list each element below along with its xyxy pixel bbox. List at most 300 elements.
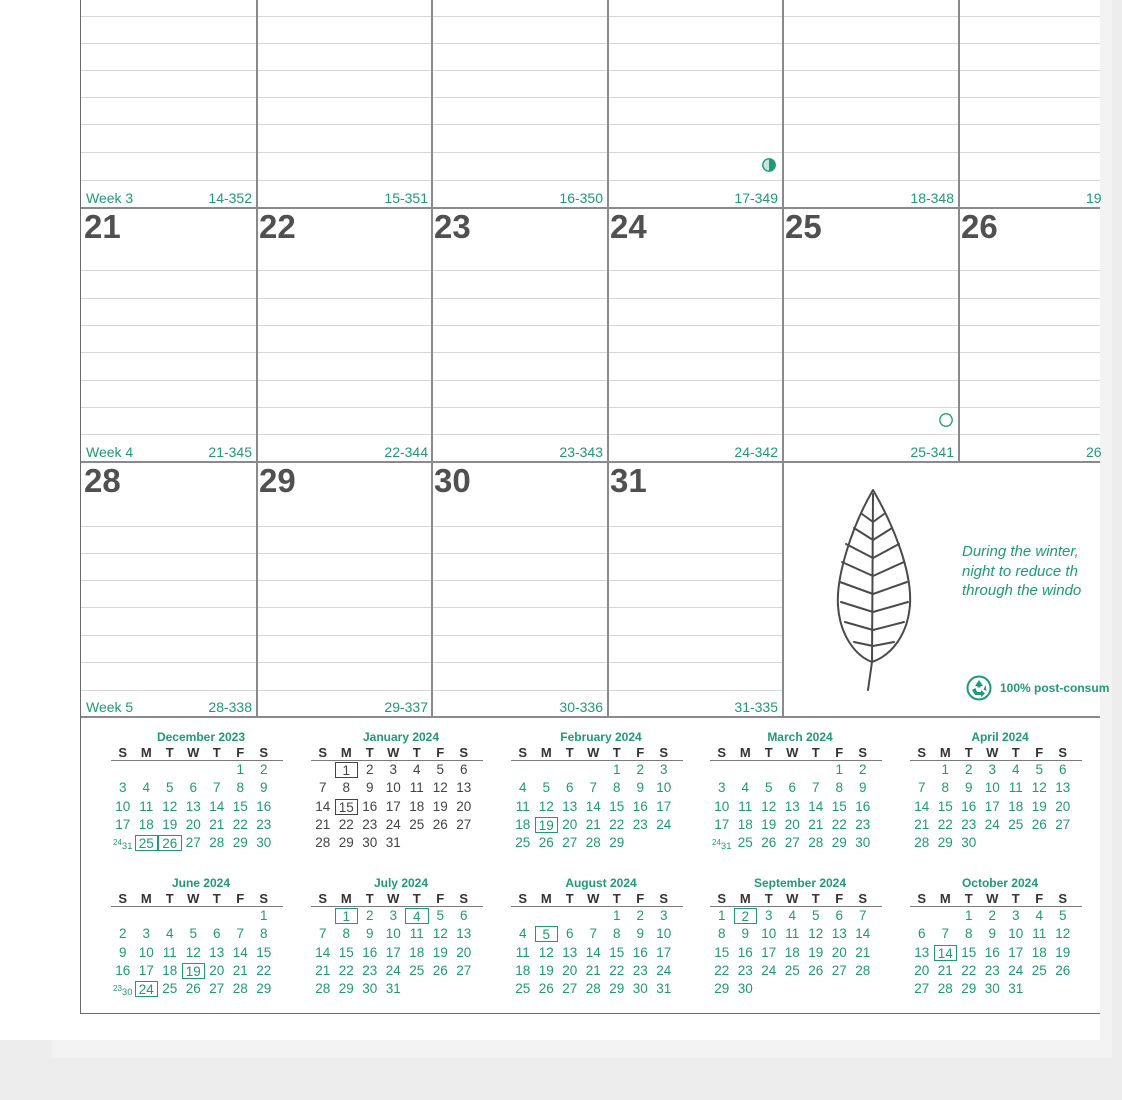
mini-calendar-day: 27 — [185, 835, 201, 851]
mini-calendar-day: 21 — [855, 944, 871, 960]
mini-calendar-day: 17 — [761, 944, 777, 960]
mini-calendar-day: 11 — [1032, 926, 1047, 942]
weekday-label: F — [835, 891, 844, 906]
mini-calendar-day: 2 — [365, 908, 374, 924]
weekday-label: S — [459, 745, 469, 760]
mini-calendar-day: 27 — [562, 835, 578, 851]
mini-calendar-day: 19 — [538, 963, 554, 979]
mini-calendar-week — [311, 798, 483, 816]
mini-calendar-day: 29 — [256, 981, 272, 997]
mini-calendar-day: 16 — [961, 798, 977, 814]
mini-calendar-day: 12 — [432, 926, 448, 942]
mini-calendar-day: 15 — [609, 798, 625, 814]
mini-calendar-day: 26 — [1031, 817, 1047, 833]
mini-calendar-day: 13 — [914, 944, 930, 960]
mini-calendar-day: 13 — [1055, 780, 1071, 796]
mini-calendar-day: 5 — [1058, 908, 1067, 924]
mini-calendar-day: 7 — [917, 780, 926, 796]
mini-calendar-day — [405, 981, 429, 997]
mini-calendar-day: 24 — [656, 817, 672, 833]
weekday-label: T — [811, 745, 820, 760]
week-label: Week 5 — [86, 699, 134, 715]
tip-line: through the windo — [962, 582, 1082, 599]
mini-calendar-day: 22 — [609, 963, 625, 979]
mini-calendar-day — [804, 762, 828, 778]
writing-line — [80, 270, 1100, 271]
mini-calendar-title: July 2024 — [373, 876, 429, 890]
day-code: 14-352 — [208, 190, 252, 206]
mini-calendar-week — [910, 798, 1082, 816]
recycle-icon — [966, 675, 992, 701]
mini-calendar-day: 3 — [389, 908, 397, 924]
mini-calendar-day: 9 — [858, 780, 867, 796]
mini-calendar-day: 23 — [855, 817, 871, 833]
weekday-label: T — [165, 745, 174, 760]
mini-calendar-day: 14 — [585, 798, 601, 814]
mini-calendar-day: 15 — [961, 944, 977, 960]
weekday-label: W — [786, 891, 799, 906]
mini-calendar-day: 14 — [914, 798, 930, 814]
week-divider — [80, 716, 1100, 718]
writing-line — [80, 43, 1100, 44]
mini-calendar-day: 6 — [835, 908, 843, 924]
mini-calendar-day: 12 — [761, 798, 777, 814]
day-number: 29 — [259, 462, 296, 499]
mini-calendar-week — [910, 962, 1082, 980]
mini-calendar-day: 12 — [1055, 926, 1071, 942]
weekday-label: S — [917, 891, 927, 906]
day-code: 15-351 — [384, 190, 428, 206]
writing-line — [80, 124, 1100, 125]
mini-calendar-day — [511, 908, 535, 924]
weekday-label: F — [835, 745, 844, 760]
mini-calendar-day: 2 — [964, 762, 973, 778]
mini-calendar-week — [511, 798, 683, 816]
mini-calendar-day — [452, 981, 476, 997]
mini-calendar-day: 31 — [385, 981, 401, 997]
mini-calendar-day: 3 — [988, 762, 996, 778]
mini-calendar-day: 9 — [964, 780, 973, 796]
weekday-label: S — [318, 745, 328, 760]
day-code: 23-343 — [559, 444, 603, 460]
full-moon-icon — [939, 413, 953, 427]
mini-calendar-day: 1 — [236, 762, 244, 778]
mini-calendar-day: 4 — [1035, 908, 1043, 924]
mini-calendar-day — [558, 762, 582, 778]
mini-calendar-day — [182, 908, 206, 924]
mini-calendar-day: 23 — [256, 817, 272, 833]
weekday-label: T — [612, 891, 621, 906]
mini-calendar-day: 16 — [632, 944, 648, 960]
tip-line: night to reduce th — [962, 562, 1078, 580]
weekday-label: F — [636, 745, 645, 760]
mini-calendar — [111, 729, 283, 852]
mini-calendar-day: 30 — [632, 981, 648, 997]
mini-calendar-day: 13 — [456, 926, 472, 942]
mini-calendar-day: 20 — [456, 798, 472, 814]
mini-calendar-day: 15 — [338, 944, 354, 960]
day-number: 25 — [785, 208, 822, 245]
mini-calendar-day: 1 — [717, 908, 726, 924]
mini-calendar-day: 31 — [1008, 981, 1024, 997]
mini-calendar-day: 24 — [1008, 963, 1024, 979]
mini-calendar-day — [158, 908, 182, 924]
mini-calendar-day: $^{23}$30 — [113, 984, 133, 999]
mini-calendar-day: 10 — [656, 780, 672, 796]
mini-calendar-day: 25 — [515, 981, 531, 997]
weekday-label: M — [540, 745, 552, 760]
mini-calendar-week — [311, 907, 483, 925]
mini-calendar-day: 21 — [585, 963, 601, 979]
mini-calendar-day: 3 — [659, 762, 668, 778]
mini-calendar-day — [205, 762, 229, 778]
mini-calendar-day: 14 — [209, 798, 225, 814]
mini-calendar-day: 27 — [209, 981, 225, 997]
mini-calendar-day: 20 — [185, 817, 201, 833]
mini-calendar-day: 10 — [656, 926, 672, 942]
mini-calendar-day: 11 — [785, 926, 800, 942]
mini-calendar-day: 8 — [259, 926, 268, 942]
weekday-label: T — [764, 745, 773, 760]
mini-calendar-day: 7 — [318, 926, 327, 942]
weekday-label: T — [811, 891, 820, 906]
mini-calendar-day: 21 — [209, 817, 225, 833]
mini-calendar-day: 10 — [385, 780, 401, 796]
mini-calendar-day: 11 — [139, 798, 154, 814]
mini-calendar-day: 9 — [636, 780, 644, 796]
mini-calendar-week — [111, 798, 283, 816]
writing-line — [80, 380, 1100, 381]
mini-calendar-day: 1 — [335, 908, 359, 924]
mini-calendar-day: 25 — [409, 817, 425, 833]
mini-calendar-day: 4 — [788, 908, 796, 924]
weekday-label: W — [387, 891, 400, 906]
mini-calendar-day: 22 — [609, 817, 625, 833]
mini-calendar-day — [710, 762, 734, 778]
mini-calendar-day: 5 — [436, 762, 444, 778]
mini-calendar-day: 23 — [362, 963, 378, 979]
mini-calendar-day: 30 — [362, 835, 378, 851]
mini-calendar-day: 14 — [934, 945, 958, 961]
mini-calendar — [710, 875, 882, 998]
mini-calendar-day — [582, 908, 606, 924]
mini-calendar-day: 25 — [737, 835, 753, 851]
mini-calendar-day: 6 — [565, 780, 574, 796]
mini-calendar-day: 9 — [259, 780, 268, 796]
mini-calendar-day: 10 — [984, 780, 1000, 796]
weekday-label: S — [118, 891, 128, 906]
mini-calendar-day: 22 — [937, 817, 953, 833]
mini-calendar-day: 29 — [338, 835, 354, 851]
mini-calendar-week — [111, 816, 283, 834]
mini-calendar-week — [710, 798, 882, 816]
weekday-label: T — [412, 745, 421, 760]
mini-calendar-day: 17 — [385, 798, 401, 814]
mini-calendar-week — [511, 962, 683, 980]
mini-calendar-day: 18 — [784, 944, 800, 960]
mini-calendar-day — [511, 762, 535, 778]
mini-calendar-day: 8 — [964, 926, 973, 942]
mini-calendar-week — [910, 925, 1082, 943]
mini-calendar-day: 17 — [656, 944, 672, 960]
mini-calendar-week — [511, 907, 683, 925]
weekday-label: F — [1035, 745, 1044, 760]
mini-calendar-day: 2 — [858, 762, 867, 778]
mini-calendar-day — [1028, 835, 1052, 851]
mini-calendar-week — [511, 816, 683, 834]
day-code: 24-342 — [734, 444, 778, 460]
mini-calendar-day: 20 — [562, 963, 578, 979]
weekday-label: F — [236, 891, 245, 906]
day-code: 30-336 — [559, 699, 603, 715]
mini-calendar-day — [910, 762, 934, 778]
mini-calendar-day: 18 — [515, 817, 531, 833]
mini-calendar-day: 16 — [737, 944, 753, 960]
mini-calendar-week — [111, 925, 283, 943]
mini-calendar-day: 13 — [831, 926, 847, 942]
mini-calendar-day: 16 — [362, 798, 378, 814]
mini-calendar-day: 18 — [162, 963, 178, 979]
mini-calendar-day: 15 — [714, 944, 730, 960]
mini-calendar-day: 5 — [764, 780, 773, 796]
day-code: 31-335 — [734, 699, 778, 715]
mini-calendar-week — [311, 761, 483, 779]
mini-calendar — [511, 729, 683, 852]
column-divider — [782, 461, 784, 716]
mini-calendar-day: 24 — [984, 817, 1000, 833]
mini-calendar-week — [910, 761, 1082, 779]
mini-calendar-day: 29 — [961, 981, 977, 997]
mini-calendar-week — [910, 779, 1082, 797]
mini-calendar-week — [710, 962, 882, 980]
weekday-label: S — [659, 745, 669, 760]
mini-calendar-day: 19 — [535, 817, 559, 833]
mini-calendar-day: $^{24}$31 — [113, 838, 133, 853]
mini-calendar-day — [981, 835, 1005, 851]
mini-calendar-day — [205, 908, 229, 924]
mini-calendar — [311, 729, 483, 852]
mini-calendar-day: 21 — [808, 817, 824, 833]
mini-calendar-day — [311, 762, 335, 778]
mini-calendar-week — [511, 925, 683, 943]
weekday-label: T — [565, 891, 574, 906]
mini-calendar-day: 23 — [362, 817, 378, 833]
mini-calendar-day: 31 — [385, 835, 401, 851]
mini-calendar-day: 16 — [632, 798, 648, 814]
mini-calendar-day: 31 — [656, 981, 672, 997]
mini-calendar-day: 17 — [115, 817, 131, 833]
mini-calendar-day: 22 — [256, 963, 272, 979]
day-number: 30 — [434, 462, 471, 499]
mini-calendar-day: 19 — [1031, 798, 1047, 814]
mini-calendar-week — [710, 834, 882, 852]
mini-calendar-day: 21 — [232, 963, 248, 979]
mini-calendar-week — [111, 779, 283, 797]
day-code: 25-341 — [910, 444, 954, 460]
weekday-label: M — [540, 891, 552, 906]
mini-calendar-day: 18 — [1008, 798, 1024, 814]
weekday-label: S — [858, 891, 868, 906]
writing-line — [80, 97, 1100, 98]
mini-calendar-day — [229, 908, 253, 924]
mini-calendar-day: 11 — [409, 780, 424, 796]
mini-calendar-day: 21 — [937, 963, 953, 979]
mini-calendar-day: 19 — [162, 817, 178, 833]
mini-calendar-day: 22 — [338, 817, 354, 833]
mini-calendar-day: 7 — [212, 780, 221, 796]
mini-calendar-week — [910, 834, 1082, 852]
mini-calendar-day: 21 — [914, 817, 930, 833]
mini-calendar-day: 4 — [741, 780, 749, 796]
mini-calendar-day: 4 — [405, 908, 429, 924]
writing-line — [80, 180, 1100, 181]
mini-calendar-day: 22 — [961, 963, 977, 979]
column-divider — [958, 0, 960, 461]
weekday-label: S — [259, 891, 269, 906]
mini-calendar-week — [311, 834, 483, 852]
weekday-label: T — [964, 891, 973, 906]
mini-calendar-week — [311, 944, 483, 962]
mini-calendar — [511, 875, 683, 998]
mini-calendar-day: 9 — [365, 780, 374, 796]
mini-calendar-day — [934, 908, 958, 924]
mini-calendar-day: 5 — [535, 926, 559, 942]
column-divider — [256, 0, 258, 716]
mini-calendar-day: 28 — [937, 981, 953, 997]
mini-calendar-day: 18 — [409, 798, 425, 814]
mini-calendar-day: 19 — [808, 944, 824, 960]
mini-calendar-day: 10 — [115, 798, 131, 814]
weekday-label: S — [459, 891, 469, 906]
mini-calendar-day: 10 — [385, 926, 401, 942]
mini-calendar-day — [828, 981, 852, 997]
mini-calendar-day — [1028, 981, 1052, 997]
mini-calendar-week — [111, 907, 283, 925]
mini-calendar-day: 12 — [538, 798, 554, 814]
mini-calendar-day: 5 — [811, 908, 820, 924]
mini-calendar-day: 29 — [338, 981, 354, 997]
day-number: 31 — [610, 462, 647, 499]
mini-calendar-week — [710, 925, 882, 943]
day-number: 28 — [84, 462, 121, 499]
recycle-text: 100% post-consum — [1000, 681, 1110, 695]
mini-calendar-day: 13 — [562, 944, 578, 960]
weekday-header — [311, 745, 483, 761]
mini-calendar-day: 20 — [1055, 798, 1071, 814]
mini-calendar-week — [311, 779, 483, 797]
mini-calendar-day: 23 — [984, 963, 1000, 979]
mini-calendar-day: 21 — [585, 817, 601, 833]
weekday-label: T — [165, 891, 174, 906]
mini-calendar-day: 12 — [185, 944, 201, 960]
writing-line — [80, 352, 1100, 353]
mini-calendar — [910, 875, 1082, 998]
mini-calendar-day: 3 — [1011, 908, 1020, 924]
weekday-label: S — [1058, 745, 1068, 760]
mini-calendar-day: 24 — [656, 963, 672, 979]
mini-calendar-title: December 2023 — [156, 730, 246, 744]
mini-calendar-day: 25 — [409, 963, 425, 979]
day-number: 22 — [259, 208, 296, 245]
mini-calendar-day: 22 — [232, 817, 248, 833]
weekday-label: F — [436, 745, 445, 760]
weekday-label: F — [636, 891, 645, 906]
day-code: 28-338 — [208, 699, 252, 715]
mini-calendar-day: 14 — [585, 944, 601, 960]
mini-calendar-day: 3 — [659, 908, 668, 924]
day-code: 29-337 — [384, 699, 428, 715]
mini-calendar-day — [311, 908, 335, 924]
mini-calendar-day: 1 — [941, 762, 949, 778]
mini-calendar-week — [710, 779, 882, 797]
mini-calendar-day: 19 — [432, 798, 448, 814]
recycled-paper-notice — [966, 675, 1109, 701]
mini-calendar — [111, 875, 283, 998]
mini-calendar-day: 14 — [315, 944, 331, 960]
mini-calendar-day: 13 — [209, 944, 225, 960]
mini-calendar-day: 11 — [515, 798, 530, 814]
mini-calendar-day: 12 — [538, 944, 554, 960]
mini-calendar-day: 7 — [941, 926, 949, 942]
weekday-label: W — [587, 891, 600, 906]
weekday-label: T — [964, 745, 973, 760]
mini-calendar-day — [781, 762, 805, 778]
mini-calendar-day: 5 — [165, 780, 174, 796]
weekday-label: W — [986, 891, 999, 906]
weekday-label: W — [187, 891, 200, 906]
weekday-header — [511, 891, 683, 907]
mini-calendar-day: 1 — [964, 908, 973, 924]
mini-calendar-day — [582, 762, 606, 778]
mini-calendar-day: 27 — [784, 835, 800, 851]
mini-calendar-day: 12 — [432, 780, 448, 796]
mini-calendar-day — [629, 835, 653, 851]
mini-calendar-day: 28 — [808, 835, 824, 851]
mini-calendar-day: 20 — [831, 944, 847, 960]
week-divider — [80, 207, 1100, 209]
mini-calendar-week — [511, 761, 683, 779]
mini-calendar-day: 29 — [831, 835, 847, 851]
writing-line — [80, 407, 1100, 408]
mini-calendar-title: April 2024 — [971, 730, 1029, 744]
day-code: 19 — [1086, 190, 1102, 206]
mini-calendar-day: 6 — [459, 908, 468, 924]
column-divider — [782, 0, 784, 461]
weekday-label: S — [717, 891, 727, 906]
mini-calendar-day: 12 — [162, 798, 178, 814]
mini-calendar-day: 12 — [1031, 780, 1047, 796]
mini-calendar-day — [757, 981, 781, 997]
mini-calendar-week — [111, 944, 283, 962]
writing-line — [80, 325, 1100, 326]
mini-calendar-title: June 2024 — [171, 876, 231, 890]
mini-calendar-day: 13 — [185, 798, 201, 814]
mini-calendar-day — [158, 762, 182, 778]
mini-calendar-day: 26 — [432, 963, 448, 979]
mini-calendar-day: 24 — [761, 963, 777, 979]
mini-calendar-week — [710, 944, 882, 962]
mini-calendar-day: 23 — [961, 817, 977, 833]
mini-calendar-day: 28 — [914, 835, 930, 851]
mini-calendar-day: 17 — [1008, 944, 1024, 960]
weekday-label: S — [259, 745, 269, 760]
mini-calendar-week — [910, 816, 1082, 834]
mini-calendar-day: 4 — [518, 780, 527, 796]
mini-calendar-day: 15 — [256, 944, 272, 960]
last-quarter-moon-icon — [762, 158, 776, 172]
mini-calendar-day — [182, 762, 206, 778]
mini-calendar-day: 9 — [365, 926, 374, 942]
